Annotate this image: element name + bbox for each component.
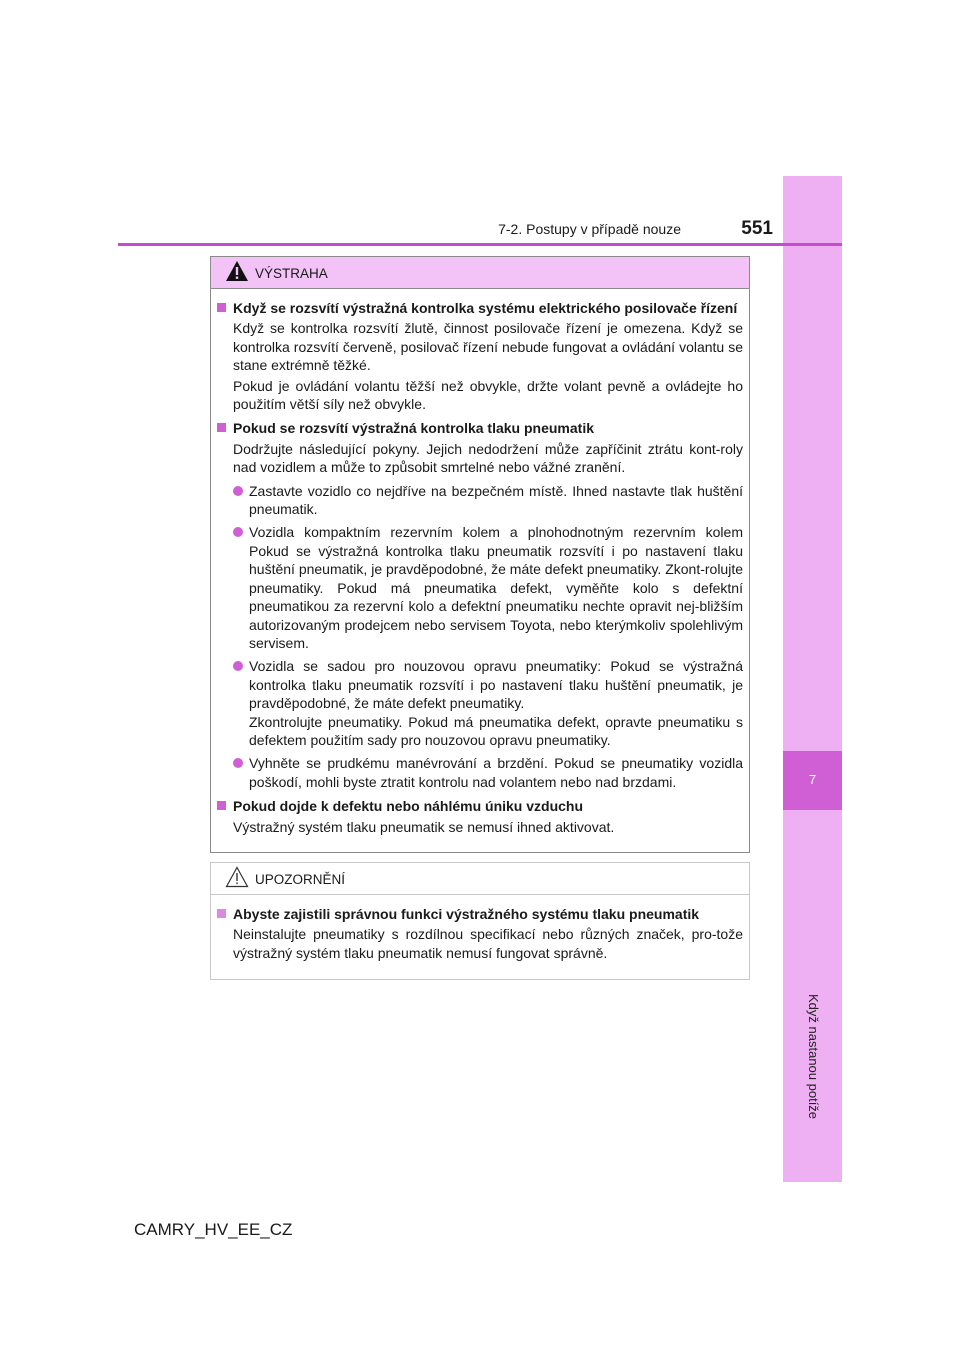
square-bullet-icon	[217, 909, 226, 918]
warning-content	[211, 289, 749, 836]
bullet-text: Vozidla kompaktním rezervním kolem a plnohodnotným rezervním kolem Pokud se výstražná kontrolka tlaku pneumatik rozsvítí i po nastavení tlaku huštění pneumatik, je pravděpodobné, že máte defekt pneumatiky. Zkont-rolujte pneumatiky. Pokud má pneumatika defekt, vyměňte kolo s defektní pneumatikou za rezervní kolo a defektní pneumatiku nechte opravit nej-bližším autorizovaným prodejcem nebo servisem Toyota, nebo kterýmkoliv spolehlivým servisem.	[249, 524, 743, 651]
section-item	[217, 419, 743, 791]
item-paragraph: Pokud je ovládání volantu těžší než obvykle, držte volant pevně a ovládejte ho použitím větší síly než obvykle.	[233, 377, 743, 413]
warning-triangle-icon	[225, 260, 249, 282]
chapter-number: 7	[808, 772, 817, 787]
item-heading: Pokud se rozsvítí výstražná kontrolka tlaku pneumatik	[233, 420, 594, 437]
item-heading: Pokud dojde k defektu nebo náhlému úniku vzduchu	[233, 798, 584, 815]
header-rule	[118, 243, 842, 246]
caution-triangle-outline-icon	[225, 866, 249, 888]
caution-box	[210, 862, 750, 980]
section-item	[217, 299, 743, 413]
square-bullet-icon	[217, 423, 226, 432]
square-bullet-icon	[217, 303, 226, 312]
section-item	[217, 905, 743, 962]
bullet-text: Zastavte vozidlo co nejdříve na bezpečném místě. Ihned nastavte tlak huštění pneumatik.	[249, 482, 743, 518]
warning-box	[210, 256, 750, 853]
warning-header	[211, 257, 749, 289]
caution-content	[211, 895, 749, 962]
circle-bullet-icon	[233, 527, 243, 537]
bullet-item	[233, 523, 743, 652]
page-number: 551	[741, 218, 773, 239]
section-title: 7-2. Postupy v případě nouze	[498, 221, 681, 237]
bullet-item	[233, 482, 743, 519]
item-paragraph: Neinstalujte pneumatiky s rozdílnou specifikací nebo různých značek, pro-tože výstražný systém tlaku pneumatik nemusí fungovat správně.	[233, 926, 743, 961]
circle-bullet-icon	[233, 661, 243, 671]
bullet-text: Vyhněte se prudkému manévrování a brzdění. Pokud se pneumatiky vozidla poškodí, mohli byste ztratit kontrolu nad volantem nebo nad brzdami.	[249, 755, 743, 790]
bullet-item	[233, 754, 743, 791]
chapter-title-vertical: Když nastanou potíže	[806, 994, 821, 1120]
chapter-side-tab	[783, 176, 842, 1182]
item-paragraph: Výstražný systém tlaku pneumatik se nemusí ihned aktivovat.	[233, 818, 615, 835]
square-bullet-icon	[217, 801, 226, 810]
item-heading: Když se rozsvítí výstražná kontrolka systému elektrického posilovače řízení	[233, 300, 738, 316]
circle-bullet-icon	[233, 758, 243, 768]
circle-bullet-icon	[233, 486, 243, 496]
item-paragraph: Když se kontrolka rozsvítí žlutě, činnost posilovače řízení je omezena. Když se kontrolka rozsvítí červeně, posilovač řízení nebude fungovat a ovládání volantu se stane extrémně těžké.	[233, 320, 743, 374]
section-item	[217, 797, 743, 836]
bullet-text: Vozidla se sadou pro nouzovou opravu pneumatiky: Pokud se výstražná kontrolka tlaku pneumatik rozsvítí i po nastavení tlaku huštění pneumatik, je pravděpodobné, že máte defekt pneumatiky.	[249, 658, 743, 712]
item-heading: Abyste zajistili správnou funkci výstražného systému tlaku pneumatik	[233, 906, 700, 922]
item-paragraph: Dodržujte následující pokyny. Jejich nedodržení může zapříčinit ztrátu kont-roly nad vozidlem a může to způsobit smrtelné nebo vážné zranění.	[233, 440, 743, 476]
caution-header	[211, 863, 749, 895]
bullet-text: Zkontrolujte pneumatiky. Pokud má pneumatika defekt, opravte pneumatiku s defektem použitím sady pro nouzovou opravu pneumatiky.	[249, 713, 743, 748]
warning-title: VÝSTRAHA	[255, 266, 328, 281]
caution-title: UPOZORNĚNÍ	[255, 872, 346, 887]
bullet-item	[233, 657, 743, 749]
document-code: CAMRY_HV_EE_CZ	[134, 1220, 293, 1239]
